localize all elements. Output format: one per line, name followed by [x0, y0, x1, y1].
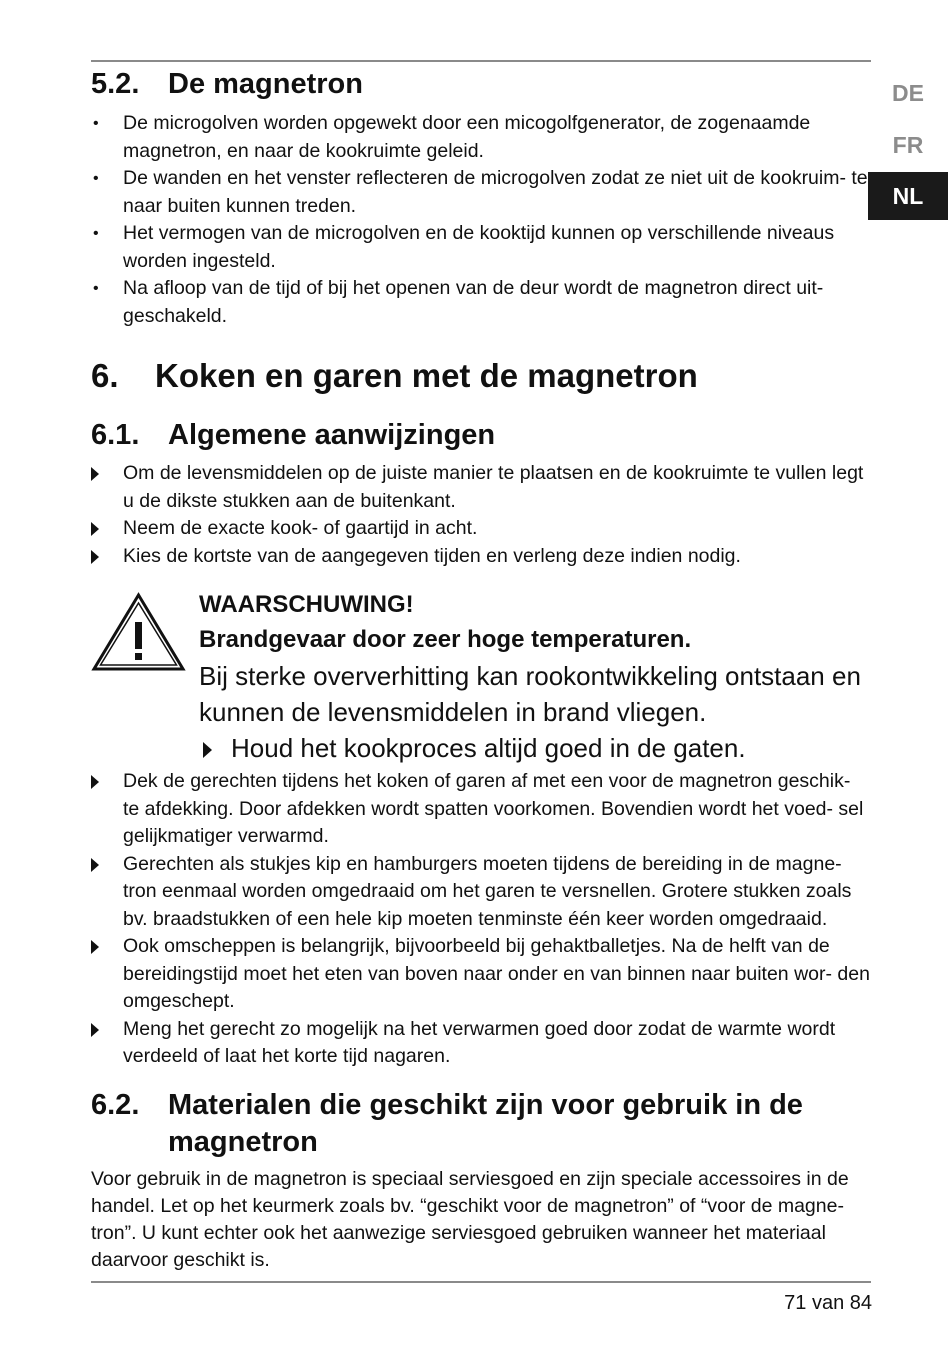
triangle-bullet-icon [91, 550, 99, 564]
lang-tab-nl-active[interactable]: NL [868, 172, 948, 220]
bullet-list-6-1-continued [91, 768, 871, 1071]
warning-body: Bij sterke oververhitting kan rookontwikkeling ontstaan en kunnen de levensmiddelen in brand vliegen. [199, 661, 861, 727]
heading-title-line-2: magnetron [168, 1126, 318, 1158]
dot-bullet: • [93, 170, 99, 187]
dot-bullet: • [93, 115, 99, 132]
heading-title: Algemene aanwijzingen [168, 419, 496, 451]
triangle-bullet-icon [91, 1023, 99, 1037]
triangle-bullet-icon [91, 522, 99, 536]
list-item: • De microgolven worden opgewekt door een micogolfgenerator, de zogenaamde magnetron, en naar de kookruimte geleid. [93, 112, 811, 162]
heading-title: De magnetron [168, 68, 363, 100]
triangle-bullet-icon [91, 467, 99, 481]
bottom-rule [91, 1281, 871, 1283]
list-item: Kies de kortste van de aangegeven tijden en verleng deze indien nodig. [91, 543, 871, 571]
heading-number: 6.1. [91, 419, 140, 451]
top-rule [91, 60, 871, 62]
list-item: Om de levensmiddelen op de juiste manier te plaatsen en de kookruimte te vullen legt u de dikste stukken aan de buitenkant. [91, 460, 871, 515]
lang-tab-de[interactable]: DE [892, 80, 924, 106]
warning-triangle-icon [91, 592, 186, 672]
list-item: • Na afloop van de tijd of bij het openen van de deur wordt de magnetron direct uit- geschakeld. [93, 277, 824, 327]
page-number: 71 van 84 [784, 1292, 872, 1314]
list-item: • De wanden en het venster reflecteren de microgolven zodat ze niet uit de kookruim- te naar buiten kunnen treden. [93, 167, 868, 217]
warning-subtitle: Brandgevaar door zeer hoge temperaturen. [199, 626, 692, 653]
list-item: • Het vermogen van de microgolven en de kooktijd kunnen op verschillende niveaus worden ingesteld. [93, 222, 835, 272]
triangle-bullet-icon [203, 742, 212, 758]
lang-tab-fr[interactable]: FR [892, 132, 924, 158]
dot-bullet: • [93, 280, 99, 297]
list-item: Neem de exacte kook- of gaartijd in acht. [91, 515, 871, 543]
paragraph-6-2: Voor gebruik in de magnetron is speciaal serviesgoed en zijn speciale accessoires in de handel. Let op het keurmerk zoals bv. “geschikt voor de magnetron” of “voor de magne- tron”. U kunt echter ook het aanwezige serviesgoed gebruiken wanneer het materiaal daarvoor geschikt is. [91, 1168, 849, 1271]
dot-bullet: • [93, 225, 99, 242]
heading-number: 6.2. [91, 1089, 140, 1121]
heading-title: Koken en garen met de magnetron [155, 357, 698, 394]
heading-number: 5.2. [91, 68, 140, 100]
triangle-bullet-icon [91, 940, 99, 954]
list-item: Gerechten als stukjes kip en hamburgers moeten tijdens de bereiding in de magne- tron eenmaal worden omgedraaid om het garen te versnellen. Grotere stukken zoals bv. braadstukken of een hele kip moeten tenminste één keer worden omgedraaid. [91, 851, 871, 934]
list-item: Meng het gerecht zo mogelijk na het verwarmen goed door zodat de warmte wordt verdeeld of laat het korte tijd nagaren. [91, 1016, 871, 1071]
heading-title-line-1: Materialen die geschikt zijn voor gebruik in de [168, 1089, 803, 1121]
warning-box [199, 588, 879, 766]
triangle-bullet-icon [91, 775, 99, 789]
triangle-bullet-icon [91, 858, 99, 872]
list-item: Dek de gerechten tijdens het koken of garen af met een voor de magnetron geschik- te afdekking. Door afdekken wordt spatten voorkomen. Bovendien wordt het voed- sel gelijkmatiger verwarmd. [91, 768, 871, 851]
bullet-list-6-1 [91, 460, 871, 570]
heading-number: 6. [91, 357, 119, 394]
bullet-list-5-2 [91, 110, 871, 330]
warning-action: Houd het kookproces altijd goed in de gaten. [199, 730, 879, 766]
list-item: Ook omscheppen is belangrijk, bijvoorbeeld bij gehaktballetjes. Na de helft van de bereidingstijd moet het eten van boven naar onder en van binnen naar buiten wor- den omgeschept. [91, 933, 871, 1016]
warning-label: WAARSCHUWING! [199, 591, 414, 618]
